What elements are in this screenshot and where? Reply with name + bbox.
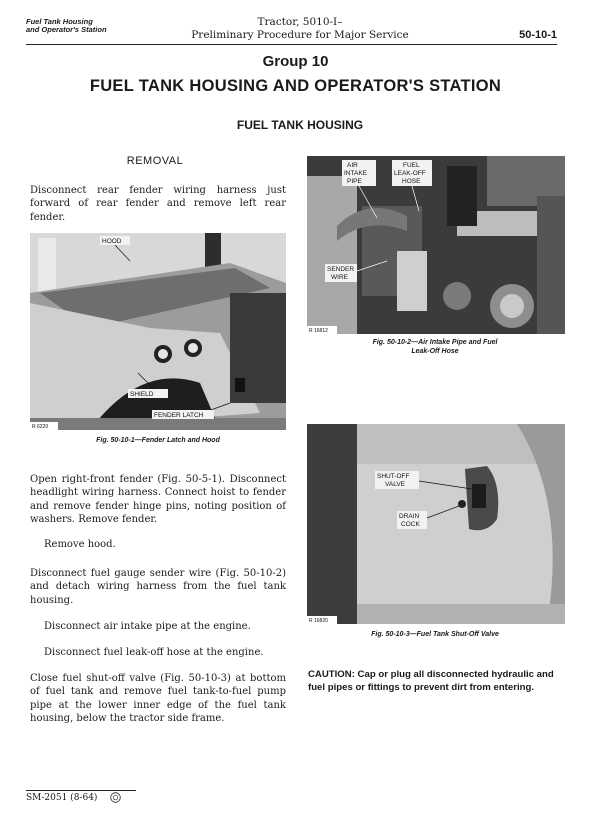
paragraph-7: Close fuel shut-off valve (Fig. 50-10-3) at bottom of fuel tank and remove fuel tank-to-fuel pump pipe at the lower inner edge of the fuel tank housing, below the tractor side frame. [30, 673, 286, 725]
label-hood: HOOD [102, 238, 122, 245]
label-cock: COCK [401, 521, 420, 528]
caution-note: CAUTION: Cap or plug all disconnected hydraulic and fuel pipes or fittings to prevent dirt from entering. [308, 669, 554, 693]
photo-id-3: R 16820 [309, 618, 328, 624]
paragraph-6: Disconnect fuel leak-off hose at the engine. [44, 647, 264, 658]
paragraph-2: Open right-front fender (Fig. 50-5-1). Disconnect headlight wiring harness. Connect hoist to fender and remove fender hinge pins, noting position of washers. Remove fender. [30, 474, 286, 526]
union-seal-icon [110, 792, 121, 803]
label-fuel: FUEL [403, 162, 420, 169]
main-title: FUEL TANK HOUSING AND OPERATOR'S STATION [89, 77, 502, 95]
label-leak-off: LEAK-OFF [394, 170, 426, 177]
label-shield: SHIELD [130, 391, 154, 398]
label-valve: VALVE [385, 481, 405, 488]
footer-rule [26, 790, 136, 791]
paragraph-5: Disconnect air intake pipe at the engine. [44, 621, 251, 632]
running-head [26, 18, 107, 34]
figure-2-photo [307, 156, 565, 334]
page-number: 50-10-1 [519, 29, 557, 41]
paragraph-3: Remove hood. [44, 539, 116, 550]
figure-2-caption [330, 338, 540, 356]
label-drain: DRAIN [399, 513, 420, 520]
running-head-line2: and Operator's Station [26, 25, 107, 34]
header-center [150, 16, 450, 42]
figure-1-caption: Fig. 50-10-1—Fender Latch and Hood [96, 437, 220, 444]
figure-3-caption: Fig. 50-10-3—Fuel Tank Shut-Off Valve [371, 631, 499, 638]
subsection-title: REMOVAL [126, 155, 184, 167]
section-title: FUEL TANK HOUSING [236, 118, 364, 132]
photo-id-1: R 6220 [32, 424, 49, 430]
figure-3-photo [307, 424, 565, 624]
footer-code: SM-2051 (8-64) [26, 793, 98, 803]
group-title: Group 10 [262, 53, 329, 70]
photo-id-2: R 16812 [309, 328, 328, 334]
label-wire: WIRE [331, 274, 348, 281]
label-shut-off: SHUT-OFF [377, 473, 410, 480]
label-sender: SENDER [327, 266, 355, 273]
paragraph-1: Disconnect rear fender wiring harness just forward of rear fender and remove left rear fender. [30, 185, 286, 223]
manual-subtitle: Preliminary Procedure for Major Service [191, 29, 409, 41]
label-fender-latch: FENDER LATCH [154, 412, 204, 419]
figure-2-caption-line1: Fig. 50-10-2—Air Intake Pipe and Fuel [372, 339, 498, 346]
running-head-line1: Fuel Tank Housing [26, 17, 93, 26]
label-air: AIR [347, 162, 358, 169]
paragraph-4: Disconnect fuel gauge sender wire (Fig. 50-10-2) and detach wiring harness from the fuel tank housing. [30, 568, 286, 606]
label-hose: HOSE [402, 178, 421, 185]
figure-1-photo [30, 233, 286, 430]
label-intake: INTAKE [344, 170, 367, 177]
figure-2-caption-line2: Leak-Off Hose [411, 348, 459, 355]
label-pipe: PIPE [347, 178, 362, 185]
header-rule [26, 44, 557, 45]
manual-title: Tractor, 5010-I– [257, 16, 343, 28]
